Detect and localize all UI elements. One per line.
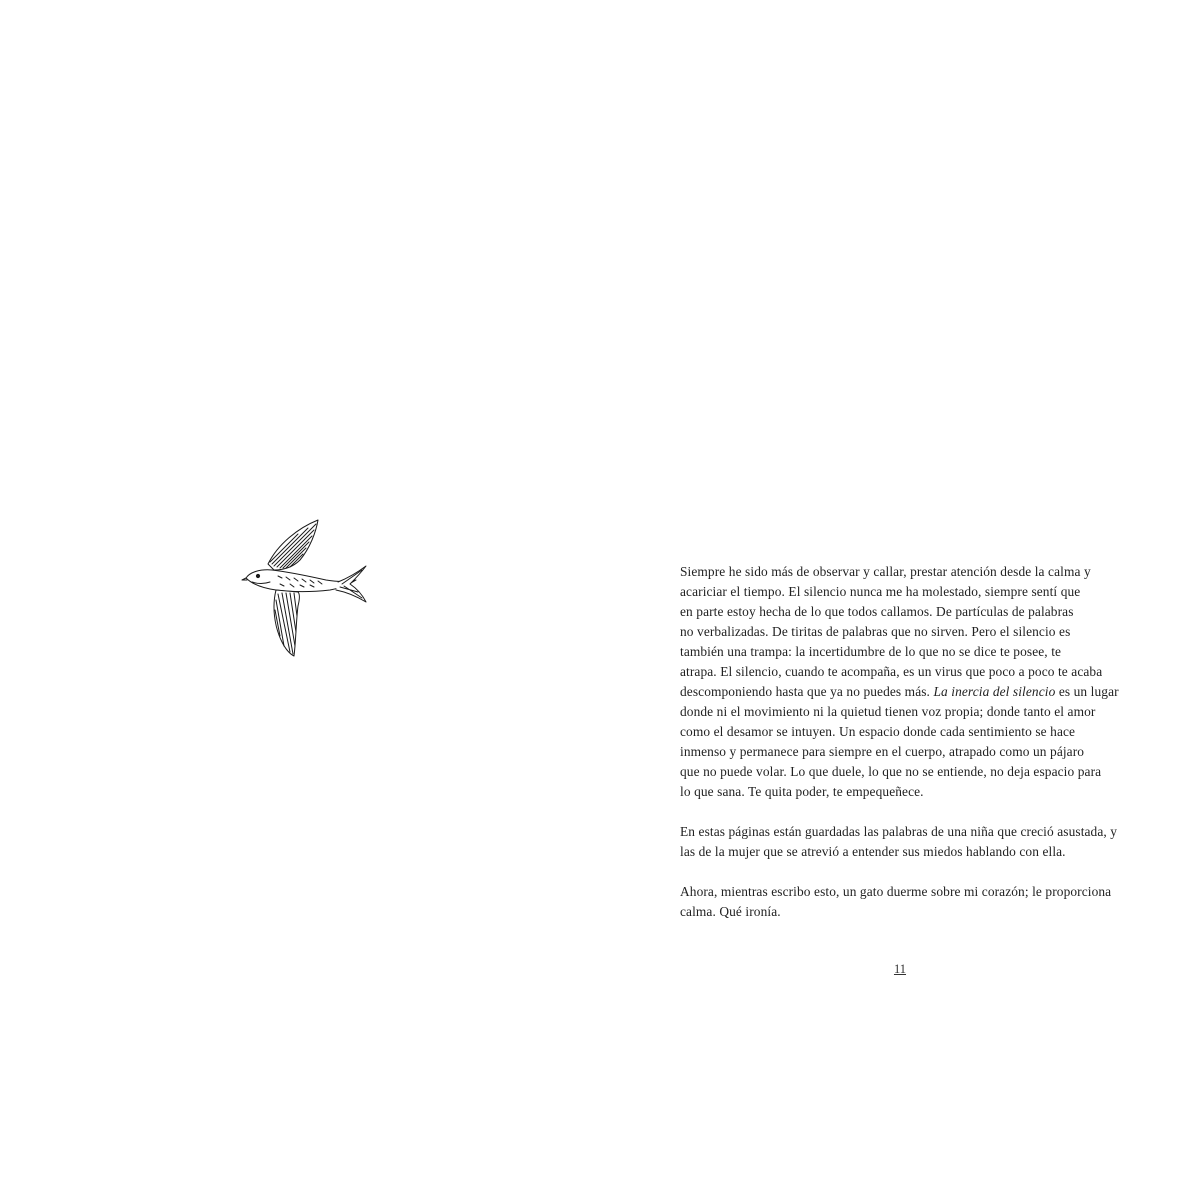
text-line: donde ni el movimiento ni la quietud tienen voz propia; donde tanto el amor <box>680 704 1096 719</box>
text-line: en parte estoy hecha de lo que todos callamos. De partículas de palabras <box>680 604 1074 619</box>
text-fragment: descomponiendo hasta que ya no puedes más. <box>680 684 934 699</box>
text-line: atrapa. El silencio, cuando te acompaña, es un virus que poco a poco te acaba <box>680 664 1103 679</box>
text-line: como el desamor se intuyen. Un espacio donde cada sentimiento se hace <box>680 724 1076 739</box>
body-text <box>680 562 1119 942</box>
text-line: que no puede volar. Lo que duele, lo que no se entiende, no deja espacio para <box>680 764 1102 779</box>
text-fragment: es un lugar <box>1055 684 1119 699</box>
book-title: La inercia del silencio <box>933 684 1056 699</box>
right-page <box>600 0 1200 1200</box>
paragraph-pages <box>680 822 1118 862</box>
text-line: acariciar el tiempo. El silencio nunca me ha molestado, siempre sentí que <box>680 584 1081 599</box>
text-line: Ahora, mientras escribo esto, un gato duerme sobre mi corazón; le proporciona <box>680 884 1112 899</box>
text-line: no verbalizadas. De tiritas de palabras que no sirven. Pero el silencio es <box>680 624 1071 639</box>
text-line: calma. Qué ironía. <box>680 904 781 919</box>
paragraph-closing <box>680 882 1112 922</box>
paragraph-intro <box>680 562 1119 802</box>
text-line: inmenso y permanece para siempre en el cuerpo, atrapado como un pájaro <box>680 744 1085 759</box>
swift-bird-icon <box>238 514 372 660</box>
text-line <box>680 682 1119 702</box>
text-line: también una trampa: la incertidumbre de lo que no se dice te posee, te <box>680 644 1062 659</box>
page-number: 11 <box>893 962 907 976</box>
text-line: lo que sana. Te quita poder, te empequeñece. <box>680 784 924 799</box>
text-line: las de la mujer que se atrevió a entender sus miedos hablando con ella. <box>680 844 1066 859</box>
text-line: Siempre he sido más de observar y callar, prestar atención desde la calma y <box>680 564 1091 579</box>
text-line: En estas páginas están guardadas las palabras de una niña que creció asustada, y <box>680 824 1118 839</box>
